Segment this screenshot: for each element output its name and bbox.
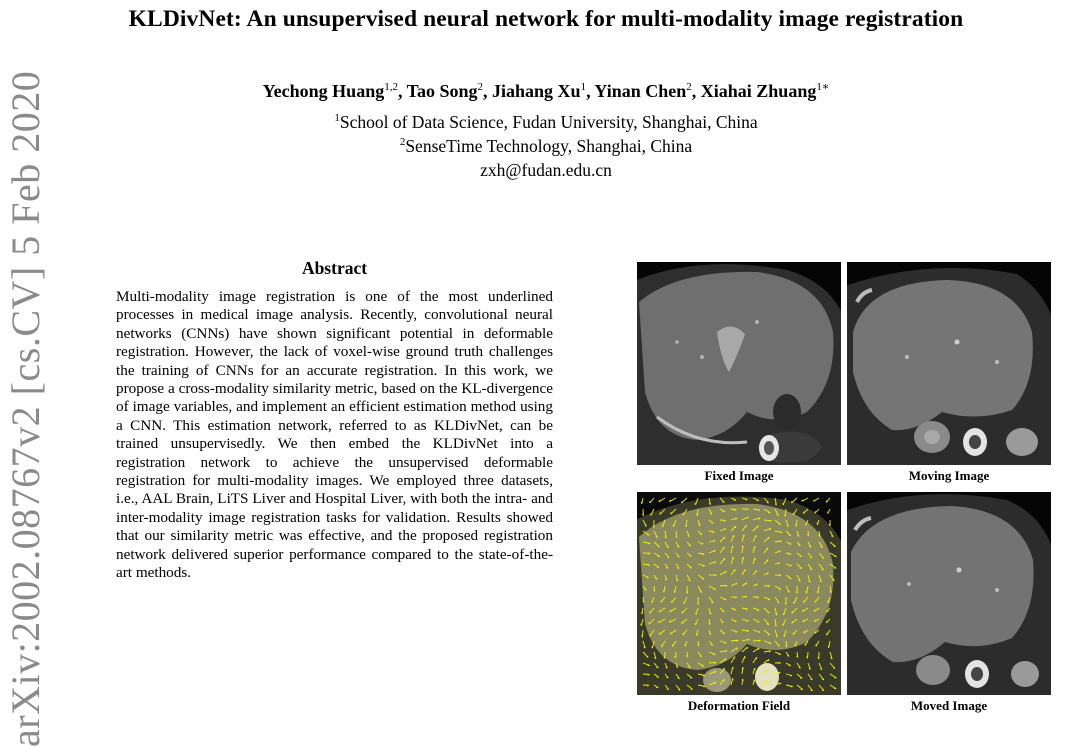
author-list: Yechong Huang$^{1,2}$, Tao Song$^2$, Jiahang Xu$^1$, Yinan Chen$^2$, Xiahai Zhuang$^{1∗}$ — [262, 81, 830, 101]
affiliation-text: SenseTime Technology, Shanghai, China — [405, 136, 693, 156]
moved-image — [847, 492, 1051, 695]
deformation-arrow-head — [780, 532, 782, 533]
author-name: Jiahang Xu — [492, 81, 581, 101]
deformation-arrow — [742, 546, 743, 553]
deformation-arrow-head — [803, 512, 804, 514]
deformation-field-plot — [637, 492, 841, 695]
caption-deformation-field: Deformation Field — [687, 698, 791, 713]
deformation-arrow-head — [799, 545, 801, 546]
deformation-arrow-head — [652, 646, 653, 648]
deformation-arrow-head — [784, 635, 785, 637]
deformation-arrow-head — [791, 687, 793, 688]
author-affil-mark: 2 — [686, 81, 692, 93]
affiliation-text: School of Data Science, Fudan University, Shanghai, China — [339, 112, 758, 132]
deformation-arrow-head — [703, 566, 705, 567]
author-affil-mark: 1,2 — [384, 81, 398, 93]
deformation-arrow-head — [792, 611, 793, 613]
deformation-arrow-head — [660, 512, 661, 514]
deformation-arrow-head — [682, 501, 683, 503]
deformation-arrow-head — [790, 676, 792, 677]
deformation-arrow-head — [735, 526, 736, 528]
deformation-arrow-head — [724, 537, 725, 539]
ct-slice-moving — [847, 262, 1051, 465]
author-email[interactable]: zxh@fudan.edu.cn — [480, 160, 612, 180]
author-affil-mark: 1∗ — [816, 81, 830, 93]
deformation-arrow-head — [800, 568, 802, 569]
caption-moving-image: Moving Image — [908, 468, 990, 483]
deformation-arrow-head — [696, 634, 697, 636]
deformation-arrow-head — [769, 537, 770, 539]
deformation-arrow-head — [789, 535, 791, 536]
deformation-arrow-head — [733, 667, 734, 669]
deformation-arrow-head — [755, 668, 756, 670]
deformation-arrow-head — [746, 609, 748, 610]
deformation-arrow-head — [815, 511, 816, 513]
ct-slice-fixed — [637, 262, 841, 465]
registration-figure — [637, 262, 1051, 722]
moving-image — [847, 262, 1051, 465]
deformation-arrow-head — [767, 612, 769, 613]
deformation-arrow-head — [792, 501, 793, 503]
deformation-arrow-head — [833, 668, 835, 669]
deformation-arrow-head — [671, 512, 672, 514]
deformation-arrow-head — [682, 611, 683, 613]
deformation-arrow-head — [745, 499, 747, 500]
deformation-arrow-head — [700, 534, 702, 535]
deformation-arrow — [742, 679, 743, 685]
deformation-arrow-head — [703, 686, 705, 687]
author-name: Tao Song — [406, 81, 478, 101]
author-affil-mark: 1 — [580, 81, 587, 93]
deformation-arrow-head — [733, 546, 734, 548]
deformation-arrow-head — [641, 624, 642, 626]
deformation-arrow-head — [789, 554, 791, 555]
deformation-arrow-head — [703, 676, 705, 677]
author-name: Yinan Chen — [594, 81, 687, 101]
deformation-arrow-head — [689, 545, 691, 546]
deformation-arrow-head — [711, 645, 713, 646]
deformation-arrow-head — [724, 643, 726, 644]
author-name: Xiahai Zhuang — [700, 81, 817, 101]
deformation-arrow-head — [733, 678, 734, 680]
arxiv-identifier: arXiv:2002.08767v2 [cs.CV] 5 Feb 2020 — [3, 70, 48, 747]
abstract-text: Multi-modality image registration is one of the most underlined processes in medical image analysis. Recently, convolutional neural networks (CNNs) have shown significant potential in deformable registration. However, the lack of voxel-wise ground truth challenges the training of CNNs for an accurate registration. In this work, we propose a cross-modality similarity metric, based on the KL-divergence of image variables, and implement an efficient estimation method using a CNN. This estimation network, referred to as KLDivNet, can be trained unsupervisedly. We then embed the KLDivNet into a registration network to achieve the unsupervised deformable registration for multi-modality images. We employed three datasets, i.e., AAL Brain, LiTS Liver and Hospital Liver, with both the intra- and inter-modality image registration tasks for validation. Results showed that our similarity metric was effective, and the proposed registration network delivered superior performance compared to the state-of-the-art methods. — [116, 288, 553, 582]
affiliation-mark: 2 — [399, 136, 406, 149]
caption-fixed-image: Fixed Image — [704, 468, 774, 483]
deformation-arrow-head — [790, 566, 792, 567]
caption-moved-image: Moved Image — [910, 698, 988, 713]
deformation-field — [637, 492, 841, 695]
abstract-heading: Abstract — [301, 258, 368, 278]
deformation-arrow — [697, 509, 698, 516]
deformation-arrow-head — [641, 502, 642, 504]
affiliation-mark: 1 — [334, 112, 340, 125]
paper-title: KLDivNet: An unsupervised neural network for multi-modality image registration — [128, 6, 964, 32]
deformation-arrow-head — [722, 502, 724, 503]
author-name: Yechong Huang — [262, 81, 385, 101]
deformation-arrow-head — [743, 557, 744, 559]
deformation-arrow — [642, 630, 643, 637]
deformation-arrow-head — [755, 546, 756, 548]
deformation-arrow-head — [646, 657, 648, 658]
deformation-arrow-head — [722, 622, 724, 623]
deformation-arrow-head — [754, 680, 755, 682]
deformation-arrow-head — [649, 622, 650, 624]
deformation-arrow-head — [806, 591, 807, 593]
affiliation-1 — [0, 112, 1092, 133]
deformation-arrow-head — [828, 646, 829, 648]
affiliation-2 — [0, 136, 1092, 157]
ct-slice-moved — [847, 492, 1051, 695]
author-affil-mark: 2 — [477, 81, 484, 93]
fixed-image — [637, 262, 841, 465]
deformation-arrow-head — [648, 544, 650, 545]
deformation-arrow-head — [767, 502, 769, 503]
deformation-arrow-head — [758, 526, 759, 528]
deformation-arrow-head — [674, 591, 675, 593]
